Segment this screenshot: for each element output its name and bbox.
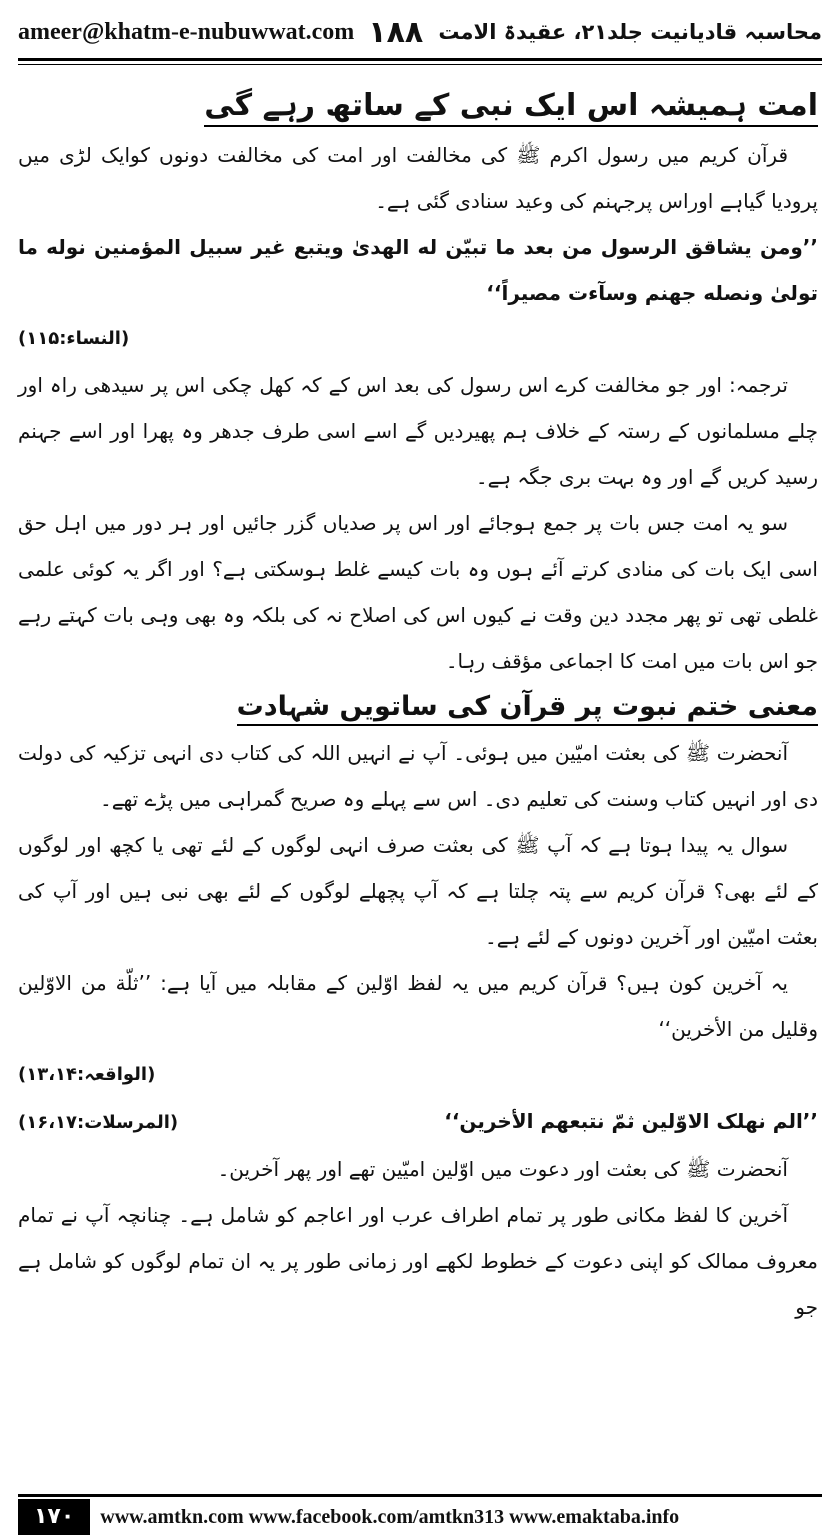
section1-quran-quote: ’’ومن یشاقق الرسول من بعد ما تبیّن له الهدیٰ ویتبع غیر سبیل المؤمنین نوله ما تولیٰ ونصله جهنم وسآءت مصیراً‘‘	[18, 235, 818, 305]
section1-quote-reference: (النساء:۱۱۵)	[18, 328, 130, 349]
footer-page-number: ۱۷۰	[18, 1499, 90, 1535]
section2-ref2: (المرسلات:۱۶،۱۷)	[18, 1112, 179, 1133]
section1-heading	[18, 80, 818, 132]
header-series-title: محاسبہ قادیانیت جلد۲۱، عقیدۃ الامت	[438, 20, 822, 44]
section2-ref1: (الواقعہ:۱۳،۱۴)	[18, 1064, 156, 1085]
section2-ref1-line	[18, 1052, 818, 1098]
section2-heading	[18, 684, 818, 730]
footer-links: www.amtkn.com www.facebook.com/amtkn313 www.emaktaba.info	[100, 1505, 680, 1528]
header-page-number: ۱۸۸	[368, 14, 424, 50]
section2-para3: یہ آخرین کون ہیں؟ قرآن کریم میں یہ لفظ اوّلین کے مقابلہ میں آیا ہے: ’’ثلّة من الاوّلین وقلیل من الأخرین‘‘	[18, 971, 818, 1041]
section1-ref-line	[18, 316, 818, 362]
section2-para1: آنحضرت ﷺ کی بعثت امیّین میں ہوئی۔ آپ نے انہیں اللہ کی کتاب دی انہی تزکیہ کی دولت دی اور انہیں کتاب وسنت کی تعلیم دی۔ اس سے پہلے وہ صریح گمراہی میں پڑے تھے۔	[18, 741, 818, 811]
section2-para5: آخرین کا لفظ مکانی طور پر تمام اطراف عرب اور اعاجم کو شامل ہے۔ چنانچہ آپ نے تمام معروف ممالک کو اپنی دعوت کے خطوط لکھے اور زمانی طور پر یہ ان تمام لوگوں کو شامل ہے جو	[18, 1203, 818, 1319]
section1-para2: سو یہ امت جس بات پر جمع ہوجائے اور اس پر صدیاں گزر جائیں اور ہر دور میں اہل حق اسی ایک بات کی منادی کرتے آئے ہوں وہ بات کیسے غلط ہوسکتی ہے؟ اور اگر یہ کوئی علمی غلطی تھی تو پھر مجدد دین وقت نے کیوں اس کی اصلاح نہ کی بلکہ وہ بھی وہی بات کہتے رہے جو اس بات میں امت کا اجماعی مؤقف رہا۔	[18, 511, 818, 673]
header-email: ameer@khatm-e-nubuwwat.com	[18, 18, 355, 45]
header-rule-thin	[18, 64, 822, 65]
header-rule-thick	[18, 58, 822, 61]
header-left	[18, 15, 423, 50]
section2-quote2: ’’الم نهلک الاوّلین ثمّ نتبعهم الأخرین‘‘	[444, 1109, 818, 1133]
section2-heading-text: معنی ختم نبوت پر قرآن کی ساتویں شہادت	[237, 691, 818, 726]
section2-para4: آنحضرت ﷺ کی بعثت اور دعوت میں اوّلین امیّین تھے اور پھر آخرین۔	[217, 1157, 788, 1181]
section1-translation: ترجمہ: اور جو مخالفت کرے اس رسول کی بعد اس کے کہ کھل چکی اس پر سیدھی راہ اور چلے مسلمانوں کے رستہ کے خلاف ہم پھیردیں گے اسے اسی طرف جدھر وہ پھرا اور اسے جہنم رسید کریں گے اور وہ بہت بری جگہ ہے۔	[18, 373, 818, 489]
section1-heading-text: امت ہمیشہ اس ایک نبی کے ساتھ رہے گی	[204, 88, 818, 127]
section2-quote2-line	[18, 1098, 818, 1146]
page-header	[18, 10, 822, 54]
page-content	[18, 80, 818, 1460]
section1-para1: قرآن کریم میں رسول اکرم ﷺ کی مخالفت اور امت کی مخالفت دونوں کوایک لڑی میں پرودیا گیاہے اوراس پرجہنم کی وعید سنادی گئی ہے۔	[18, 143, 818, 213]
page-footer	[18, 1494, 822, 1537]
section2-para2: سوال یہ پیدا ہوتا ہے کہ آپ ﷺ کی بعثت صرف انہی لوگوں کے لئے تھی یا کچھ اور لوگوں کے لئے بھی؟ قرآن کریم سے پتہ چلتا ہے کہ آپ پچھلے لوگوں کے لئے بھی نبی ہیں اور آپ کی بعثت امیّین اور آخرین دونوں کے لئے ہے۔	[18, 833, 818, 949]
